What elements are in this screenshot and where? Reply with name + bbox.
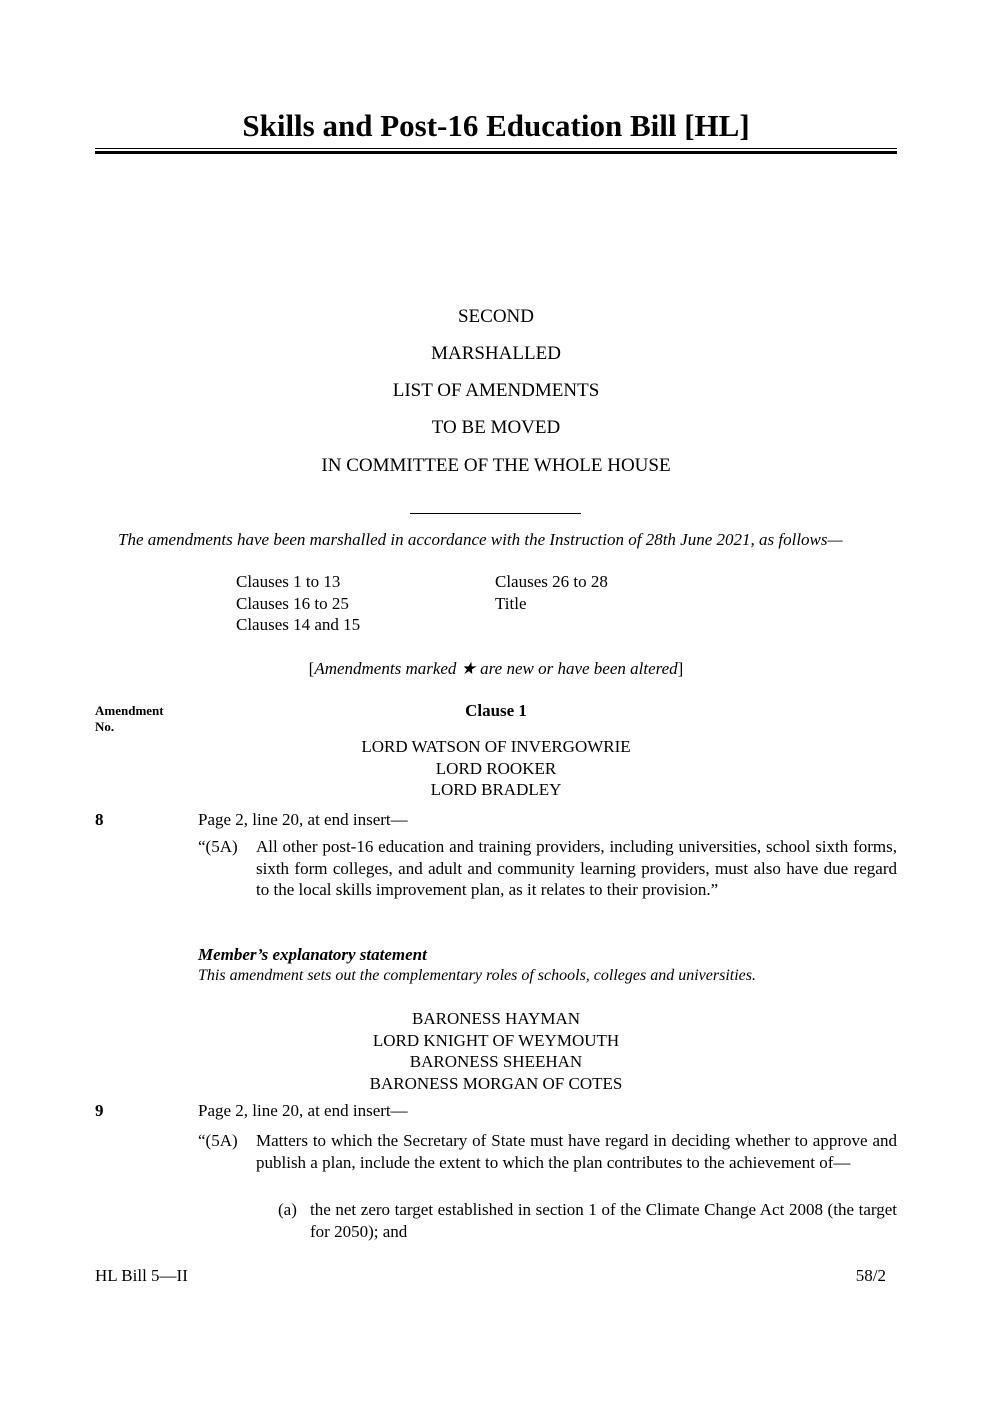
subsection-label: “(5A) (198, 837, 238, 856)
item-text: the net zero target established in section 1 of the Climate Change Act 2008 (the target for 2050); and (310, 1200, 897, 1241)
heading-line: IN COMMITTEE OF THE WHOLE HOUSE (321, 455, 671, 476)
heading-line: MARSHALLED (431, 343, 561, 364)
amendment-text: Matters to which the Secretary of State must have regard in deciding whether to approve and publish a plan, include the extent to which the plan contributes to the achievement of— (256, 1131, 897, 1172)
item-label: (a) (278, 1200, 297, 1219)
title-rule-thick (95, 151, 897, 154)
footer-page-ref: 58/2 (855, 1266, 886, 1285)
sponsor-list (95, 736, 897, 801)
sponsor: BARONESS HAYMAN (412, 1009, 580, 1028)
title-rule-thin (95, 148, 897, 149)
statement-heading: Member’s explanatory statement (198, 945, 427, 964)
heading-line: LIST OF AMENDMENTS (392, 380, 600, 401)
amendment-text: All other post-16 education and training providers, including universities, school sixth forms, sixth form colleges, and adult and community learning providers, must also have due regard to the local skills improvement plan, as it relates to their provision.” (256, 837, 897, 899)
subsection-label: “(5A) (198, 1131, 238, 1150)
order-column-1 (236, 571, 360, 636)
sponsor: BARONESS SHEEHAN (409, 1052, 583, 1071)
sponsor: LORD BRADLEY (430, 780, 562, 799)
sponsor: LORD WATSON OF INVERGOWRIE (361, 737, 631, 756)
sponsor-list (95, 1008, 897, 1094)
order-item: Clauses 14 and 15 (236, 615, 361, 634)
clause-heading: Clause 1 (465, 701, 527, 720)
amendment-location: Page 2, line 20, at end insert— (198, 810, 408, 829)
sponsor: BARONESS MORGAN OF COTES (369, 1073, 623, 1093)
amendment-number: 9 (95, 1101, 104, 1120)
order-item: Clauses 16 to 25 (236, 593, 349, 613)
sponsor: LORD ROOKER (435, 758, 557, 778)
amendment-number-header: Amendment No. (95, 703, 164, 734)
new-amendments-note: [Amendments marked ★ are new or have been altered] (308, 659, 684, 678)
footer-bill-number: HL Bill 5—II (95, 1266, 188, 1285)
separator-rule (410, 513, 581, 514)
bill-title: Skills and Post-16 Education Bill [HL] (242, 108, 750, 143)
heading-line: SECOND (457, 306, 534, 327)
sponsor: LORD KNIGHT OF WEYMOUTH (372, 1030, 620, 1050)
order-item: Clauses 1 to 13 (236, 572, 341, 591)
order-item: Title (495, 593, 527, 613)
amendment-location: Page 2, line 20, at end insert— (198, 1101, 408, 1120)
order-item: Clauses 26 to 28 (495, 572, 608, 591)
heading-line: TO BE MOVED (431, 417, 561, 438)
explanatory-statement: This amendment sets out the complementary roles of schools, colleges and universities. (198, 967, 756, 984)
order-column-2 (495, 571, 608, 614)
amendment-number: 8 (95, 810, 104, 829)
intro-text: The amendments have been marshalled in accordance with the Instruction of 28th June 2021, as follows— (118, 530, 843, 549)
